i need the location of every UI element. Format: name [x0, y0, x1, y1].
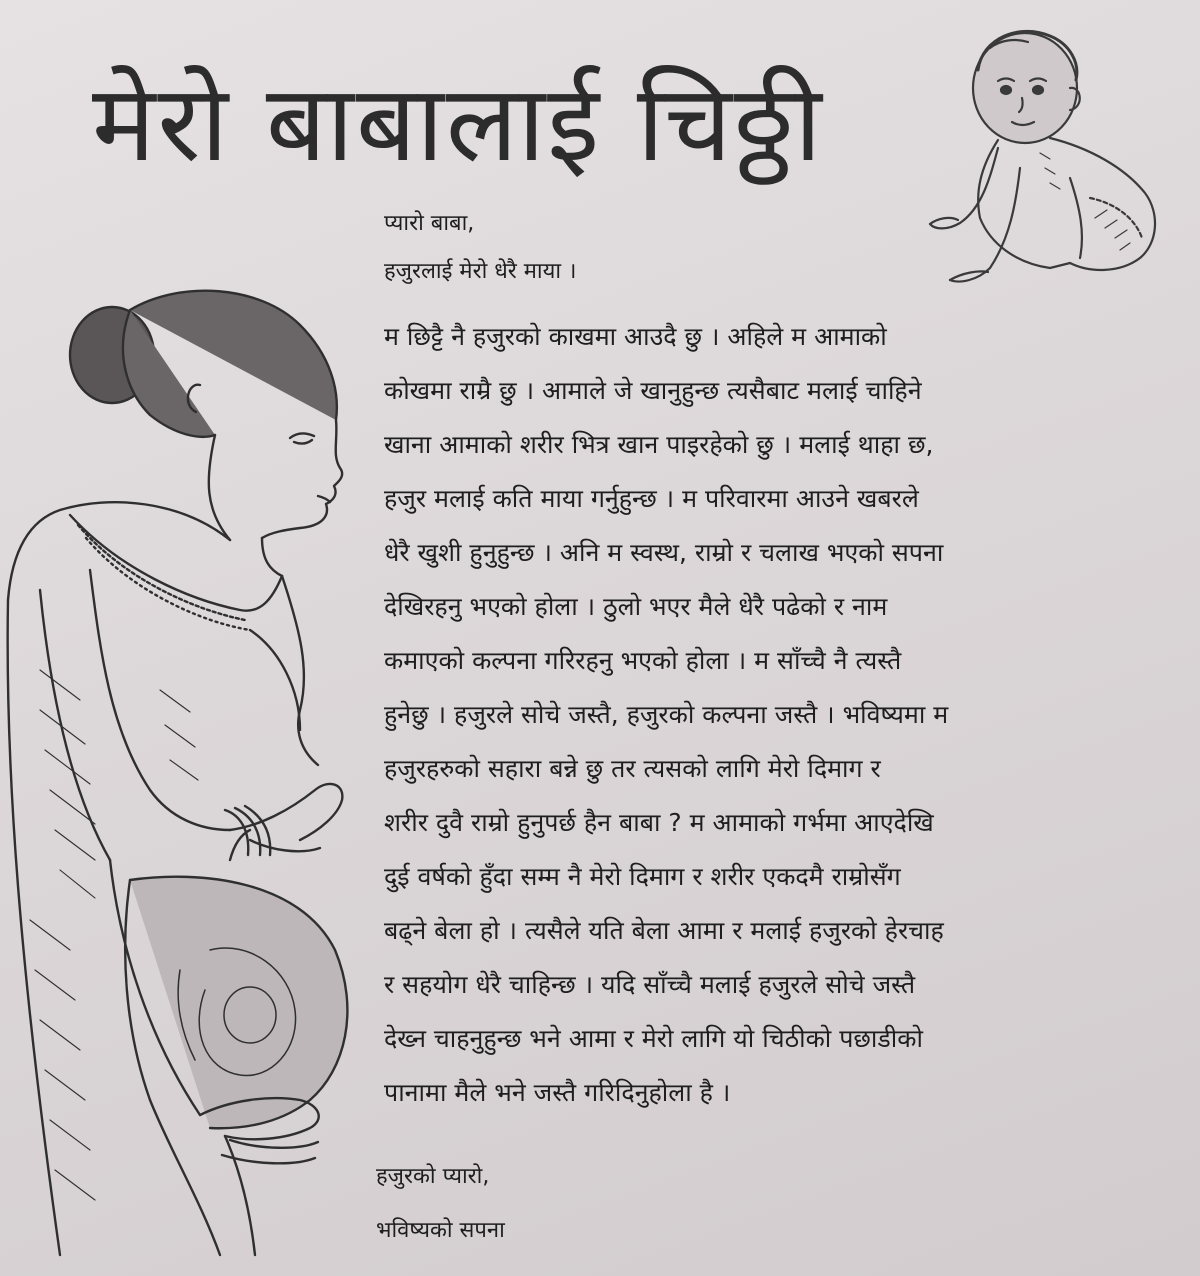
love-line: हजुरलाई मेरो धेरै माया ।	[384, 259, 577, 284]
salutation-block	[384, 200, 576, 296]
closing-line: हजुरको प्यारो,	[376, 1164, 490, 1189]
body-line: धेरै खुशी हुनुहुन्छ । अनि म स्वस्थ, राम्रो र चलाख भएको सपना	[384, 538, 944, 567]
body-line: देख्न चाहनुहुन्छ भने आमा र मेरो लागि यो चिठीको पछाडीको	[384, 1024, 923, 1053]
greeting-line: प्यारो बाबा,	[384, 211, 475, 236]
signoff-block	[376, 1150, 505, 1258]
mother-illustration	[0, 270, 380, 1260]
body-line: देखिरहनु भएको होला । ठुलो भएर मैले धेरै पढेको र नाम	[384, 592, 888, 621]
body-line: र सहयोग धेरै चाहिन्छ । यदि साँच्चै मलाई हजुरले सोचे जस्तै	[384, 970, 916, 999]
body-line: हजुर मलाई कति माया गर्नुहुन्छ । म परिवारमा आउने खबरले	[384, 484, 919, 513]
sender-name: भविष्यको सपना	[376, 1218, 505, 1243]
body-line: हुनेछु । हजुरले सोचे जस्तै, हजुरको कल्पना जस्तै । भविष्यमा म	[384, 700, 949, 729]
body-line: शरीर दुवै राम्रो हुनुपर्छ हैन बाबा ? म आमाको गर्भमा आएदेखि	[384, 808, 934, 837]
letter-title: मेरो बाबालाई चिठ्ठी	[92, 62, 824, 185]
body-line: दुई वर्षको हुँदा सम्म नै मेरो दिमाग र शरीर एकदमै राम्रोसँग	[384, 862, 901, 891]
body-line: कोखमा राम्रै छु । आमाले जे खानुहुन्छ त्यसैबाट मलाई चाहिने	[384, 376, 922, 405]
letter-body	[384, 310, 1144, 1120]
body-line: बढ्ने बेला हो । त्यसैले यति बेला आमा र मलाई हजुरको हेरचाह	[384, 916, 944, 945]
body-line: कमाएको कल्पना गरिरहनु भएको होला । म साँच्चै नै त्यस्तै	[384, 646, 902, 675]
baby-illustration	[920, 18, 1180, 298]
body-line: खाना आमाको शरीर भित्र खान पाइरहेको छु । मलाई थाहा छ,	[384, 430, 934, 459]
body-line: पानामा मैले भने जस्तै गरिदिनुहोला है ।	[384, 1078, 731, 1107]
body-line: म छिट्टै नै हजुरको काखमा आउदै छु । अहिले म आमाको	[384, 322, 887, 351]
body-line: हजुरहरुको सहारा बन्ने छु तर त्यसको लागि मेरो दिमाग र	[384, 754, 881, 783]
